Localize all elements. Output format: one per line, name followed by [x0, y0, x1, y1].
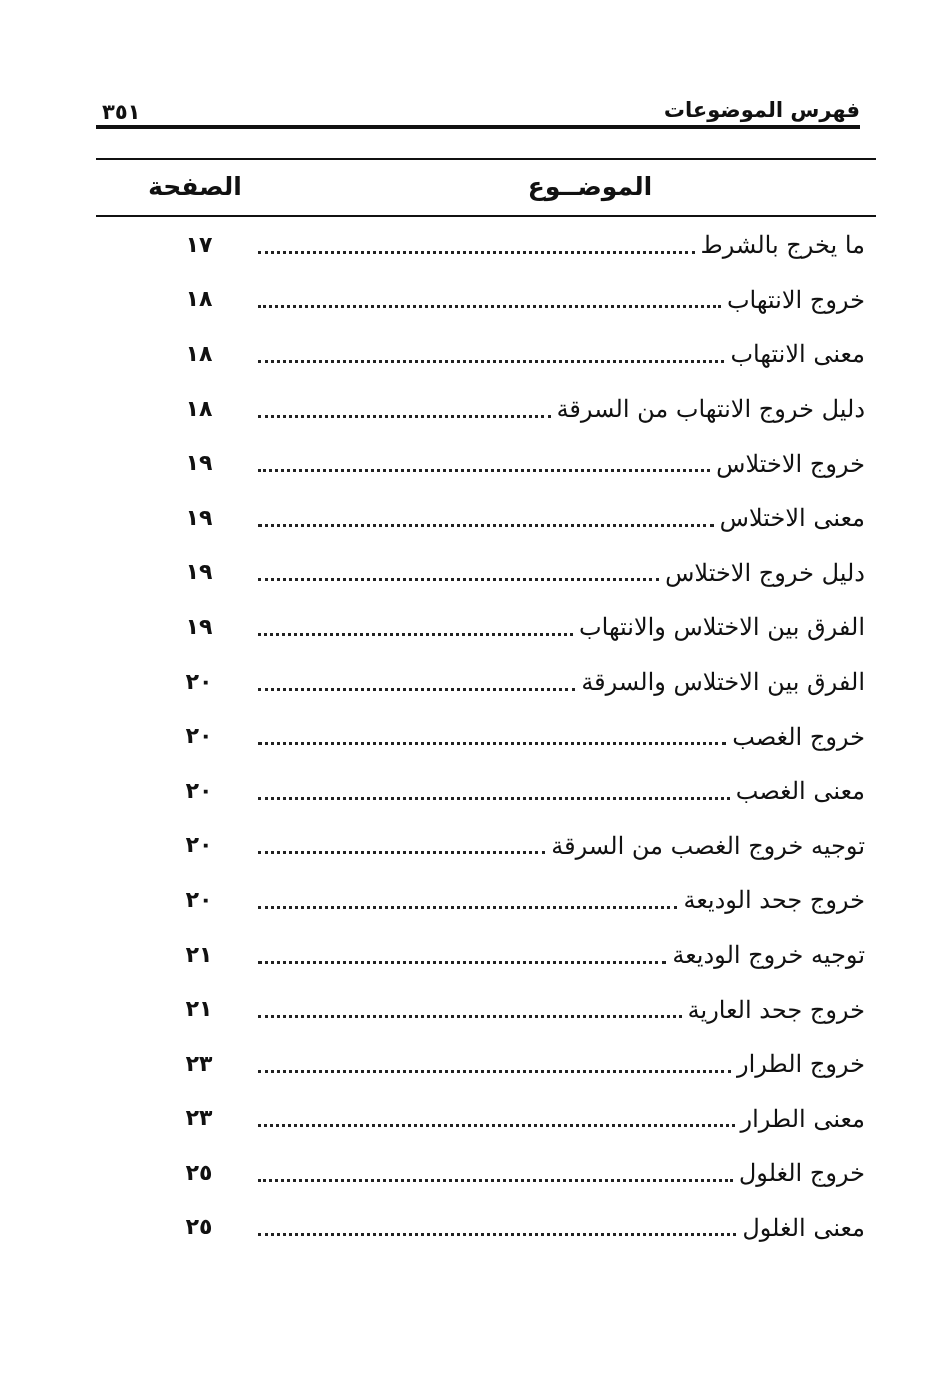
- page-number: ٣٥١: [102, 100, 141, 124]
- toc-topic: دليل خروج الانتهاب من السرقة: [556, 395, 865, 424]
- toc-page-number: ١٧: [185, 232, 213, 258]
- toc-topic: معنى الانتهاب: [730, 340, 865, 369]
- toc-page-number: ١٨: [185, 396, 213, 422]
- toc-topic: خروج الاختلاس: [716, 449, 865, 478]
- toc-entry: [170, 1201, 865, 1256]
- dot-leader: [258, 1179, 733, 1182]
- toc-entry: [170, 709, 865, 764]
- dot-leader: [258, 360, 724, 363]
- toc-page-number: ٢٣: [185, 1051, 213, 1077]
- toc-page-number: ٢٣: [185, 1106, 213, 1132]
- toc-topic: الفرق بين الاختلاس والانتهاب: [579, 613, 865, 642]
- toc-topic: خروج الانتهاب: [726, 285, 865, 314]
- toc-entry: [170, 764, 865, 819]
- toc-entry: [170, 819, 865, 874]
- toc-topic: معنى الاختلاس: [719, 504, 865, 533]
- toc-entry: [170, 600, 865, 655]
- toc-topic: معنى الغلول: [742, 1213, 865, 1242]
- dot-leader: [258, 415, 551, 418]
- toc-topic: خروج الطرار: [737, 1050, 865, 1079]
- dot-leader: [258, 1233, 736, 1236]
- toc-page-number: ١٩: [185, 451, 213, 477]
- toc-page-number: ٢٠: [185, 887, 213, 913]
- header-title: فهرس الموضوعات: [663, 98, 860, 122]
- table-top-rule: [96, 158, 876, 160]
- toc-page-number: ٢٠: [185, 669, 213, 695]
- toc-page-number: ١٨: [185, 287, 213, 313]
- toc-entry: [170, 873, 865, 928]
- toc-topic: خروج جحد الوديعة: [683, 886, 865, 915]
- dot-leader: [258, 961, 666, 964]
- toc-page-number: ٢٠: [185, 833, 213, 859]
- toc-entry: [170, 382, 865, 437]
- toc-page-number: ١٩: [185, 505, 213, 531]
- dot-leader: [258, 469, 710, 472]
- toc-topic: توجيه خروج الوديعة: [672, 941, 865, 970]
- dot-leader: [258, 797, 730, 800]
- toc-entry: [170, 218, 865, 273]
- toc-page-number: ٢٥: [185, 1160, 213, 1186]
- dot-leader: [258, 851, 545, 854]
- toc-entry: [170, 491, 865, 546]
- toc-page-number: ١٨: [185, 341, 213, 367]
- table-header-rule: [96, 215, 876, 217]
- toc-entry: [170, 546, 865, 601]
- toc-page-number: ٢٠: [185, 778, 213, 804]
- toc-page-number: ٢٥: [185, 1215, 213, 1241]
- column-header-page: الصفحة: [148, 172, 242, 201]
- toc-entry: [170, 982, 865, 1037]
- dot-leader: [258, 524, 714, 527]
- toc-list: [170, 218, 865, 1255]
- dot-leader: [258, 742, 726, 745]
- dot-leader: [258, 1124, 735, 1127]
- toc-topic: خروج الغصب: [732, 722, 865, 751]
- dot-leader: [258, 1070, 731, 1073]
- toc-topic: معنى الطرار: [740, 1104, 865, 1133]
- column-header-topic: الموضــوع: [527, 172, 653, 201]
- toc-entry: [170, 273, 865, 328]
- toc-entry: [170, 1092, 865, 1147]
- dot-leader: [258, 906, 677, 909]
- toc-page-number: ٢١: [185, 942, 213, 968]
- dot-leader: [258, 633, 573, 636]
- toc-topic: دليل خروج الاختلاس: [665, 558, 865, 587]
- header-rule: [96, 125, 860, 129]
- toc-entry: [170, 1146, 865, 1201]
- toc-topic: الفرق بين الاختلاس والسرقة: [581, 668, 865, 697]
- toc-entry: [170, 327, 865, 382]
- dot-leader: [258, 305, 721, 308]
- toc-page-number: ١٩: [185, 614, 213, 640]
- toc-topic: ما يخرج بالشرط: [700, 231, 865, 260]
- toc-entry: [170, 928, 865, 983]
- dot-leader: [258, 1015, 682, 1018]
- toc-page-number: ٢٠: [185, 724, 213, 750]
- dot-leader: [258, 251, 695, 254]
- toc-entry: [170, 436, 865, 491]
- toc-entry: [170, 655, 865, 710]
- toc-topic: خروج جحد العارية: [687, 995, 865, 1024]
- toc-page-number: ١٩: [185, 560, 213, 586]
- toc-entry: [170, 1037, 865, 1092]
- toc-topic: توجيه خروج الغصب من السرقة: [551, 831, 865, 860]
- dot-leader: [258, 688, 575, 691]
- toc-topic: معنى الغصب: [735, 777, 865, 806]
- dot-leader: [258, 578, 659, 581]
- toc-page-number: ٢١: [185, 997, 213, 1023]
- toc-topic: خروج الغلول: [738, 1159, 865, 1188]
